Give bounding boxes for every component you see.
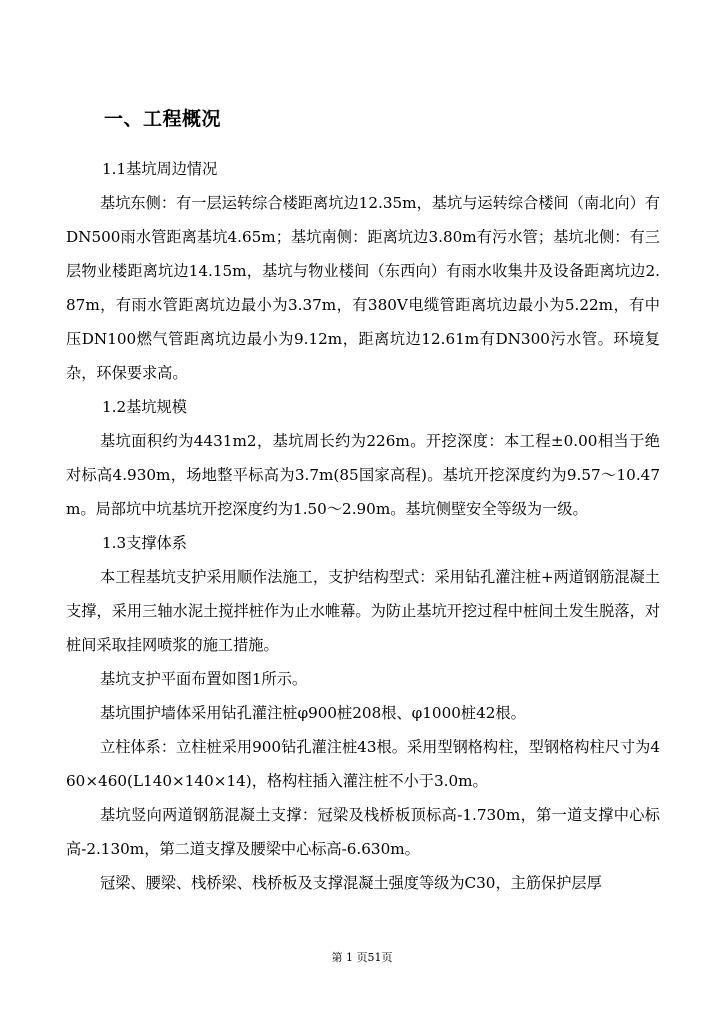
- paragraph: 立柱体系：立柱桩采用900钻孔灌注桩43根。采用型钢格构柱，型钢格构柱尺寸为460×460(L140×140×14)，格构柱插入灌注桩不小于3.0m。: [66, 738, 660, 790]
- paragraph: 基坑支护平面布置如图1所示。: [100, 670, 308, 688]
- paragraph: 基坑东侧：有一层运转综合楼距离坑边12.35m，基坑与运转综合楼间（南北向）有DN500雨水管距离基坑4.65m；基坑南侧：距离坑边3.80m有污水管；基坑北侧：有三层物业楼距离坑边14.15m，基坑与物业楼间（东西向）有雨水收集井及设备距离坑边2.87m，有雨水管距离坑边最小为3.37m，有380V电缆管距离坑边最小为5.22m，有中压DN100燃气管距离坑边最小为9.12m，距离坑边12.61m有DN300污水管。环境复杂，环保要求高。: [66, 194, 660, 382]
- subsection-title: 1.1基坑周边情况: [102, 160, 218, 178]
- subsection-title: 1.3支撑体系: [102, 534, 187, 552]
- paragraph: 基坑竖向两道钢筋混凝土支撑：冠梁及栈桥板顶标高-1.730m，第一道支撑中心标高-2.130m，第二道支撑及腰梁中心标高-6.630m。: [66, 806, 660, 858]
- paragraph: 基坑围护墙体采用钻孔灌注桩φ900桩208根、φ1000桩42根。: [100, 704, 526, 722]
- subsection-title: 1.2基坑规模: [102, 398, 187, 416]
- paragraph: 冠梁、腰梁、栈桥梁、栈桥板及支撑混凝土强度等级为C30，主筋保护层厚: [100, 874, 602, 892]
- paragraph: 本工程基坑支护采用顺作法施工，支护结构型式：采用钻孔灌注桩+两道钢筋混凝土支撑，采用三轴水泥土搅拌桩作为止水帷幕。为防止基坑开挖过程中桩间土发生脱落，对桩间采取挂网喷浆的施工措施。: [66, 568, 660, 654]
- page-footer: 第 1 页51页: [331, 951, 393, 964]
- paragraph: 基坑面积约为4431m2，基坑周长约为226m。开挖深度：本工程±0.00相当于绝对标高4.930m，场地整平标高为3.7m(85国家高程)。基坑开挖深度约为9.57～10.47m。局部坑中坑基坑开挖深度约为1.50～2.90m。基坑侧壁安全等级为一级。: [66, 432, 660, 518]
- body-text: [66, 152, 660, 900]
- section-heading: 一、工程概况: [104, 108, 222, 130]
